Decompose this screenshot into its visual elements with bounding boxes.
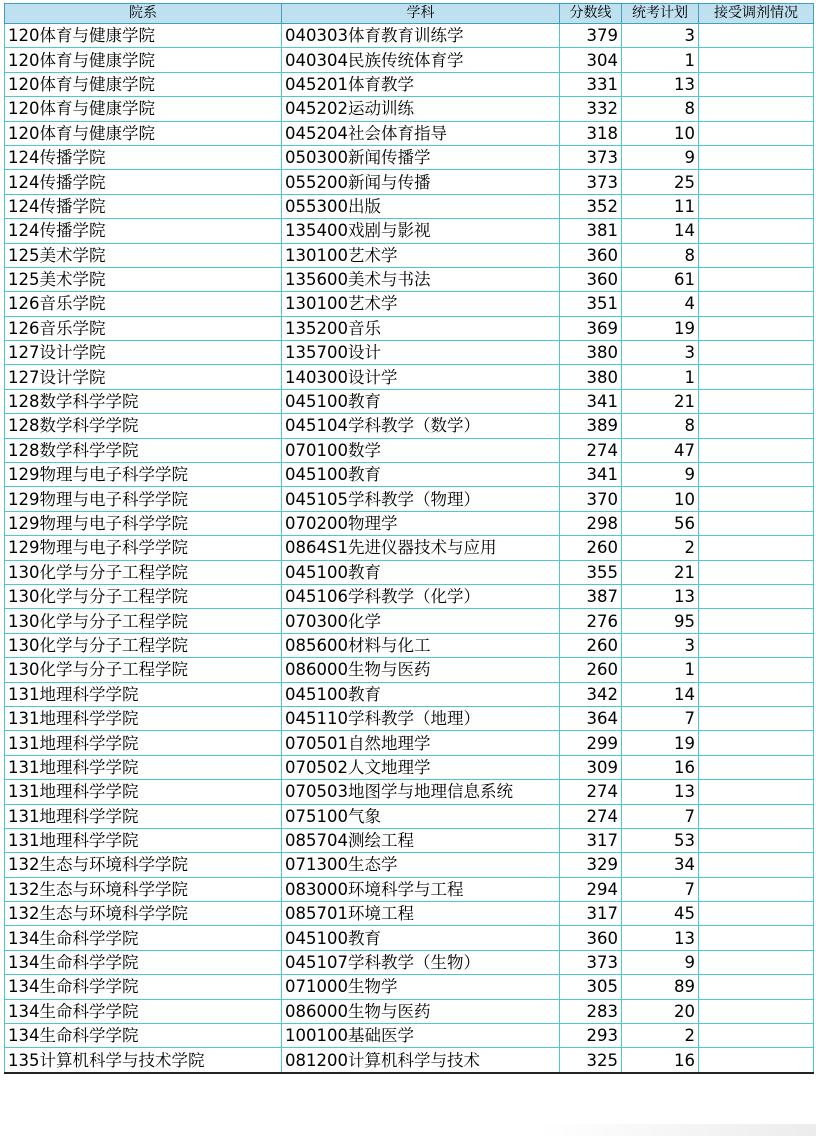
cell-subject: 045110学科教学（地理） xyxy=(282,706,560,730)
cell-subject: 135600美术与书法 xyxy=(282,267,560,291)
cell-department: 126音乐学院 xyxy=(5,316,282,340)
cell-department: 129物理与电子科学学院 xyxy=(5,463,282,487)
table-row xyxy=(5,243,814,267)
cell-plan: 13 xyxy=(622,780,699,804)
table-row xyxy=(5,365,814,389)
cell-subject: 070501自然地理学 xyxy=(282,731,560,755)
cell-plan: 10 xyxy=(622,487,699,511)
cell-score-line: 305 xyxy=(560,975,622,999)
cell-adjustment xyxy=(699,511,814,535)
cell-subject: 050300新闻传播学 xyxy=(282,145,560,169)
cell-subject: 045100教育 xyxy=(282,682,560,706)
cell-adjustment xyxy=(699,438,814,462)
cell-subject: 135400戏剧与影视 xyxy=(282,219,560,243)
cell-subject: 040303体育教育训练学 xyxy=(282,24,560,48)
table-row xyxy=(5,316,814,340)
cell-subject: 045100教育 xyxy=(282,560,560,584)
cell-subject: 045100教育 xyxy=(282,926,560,950)
cell-department: 128数学科学学院 xyxy=(5,438,282,462)
cell-department: 130化学与分子工程学院 xyxy=(5,658,282,682)
cell-adjustment xyxy=(699,219,814,243)
cell-plan: 89 xyxy=(622,975,699,999)
cell-subject: 070502人文地理学 xyxy=(282,755,560,779)
cell-score-line: 389 xyxy=(560,414,622,438)
table-row xyxy=(5,902,814,926)
cell-score-line: 260 xyxy=(560,658,622,682)
cell-subject: 135700设计 xyxy=(282,341,560,365)
cell-department: 124传播学院 xyxy=(5,194,282,218)
cell-adjustment xyxy=(699,877,814,901)
cell-adjustment xyxy=(699,731,814,755)
cell-score-line: 332 xyxy=(560,97,622,121)
cell-adjustment xyxy=(699,414,814,438)
cell-plan: 9 xyxy=(622,463,699,487)
cell-adjustment xyxy=(699,584,814,608)
table-row xyxy=(5,389,814,413)
cell-score-line: 380 xyxy=(560,365,622,389)
cell-adjustment xyxy=(699,536,814,560)
cell-plan: 16 xyxy=(622,755,699,779)
cell-score-line: 329 xyxy=(560,853,622,877)
cell-score-line: 299 xyxy=(560,731,622,755)
cell-department: 129物理与电子科学学院 xyxy=(5,511,282,535)
table-row xyxy=(5,121,814,145)
cell-plan: 95 xyxy=(622,609,699,633)
cell-adjustment xyxy=(699,926,814,950)
cell-subject: 0864S1先进仪器技术与应用 xyxy=(282,536,560,560)
table-row xyxy=(5,755,814,779)
header-plan: 统考计划 xyxy=(622,4,699,24)
cell-subject: 070300化学 xyxy=(282,609,560,633)
cell-department: 134生命科学学院 xyxy=(5,926,282,950)
table-header xyxy=(5,4,814,24)
cell-score-line: 373 xyxy=(560,170,622,194)
table-row xyxy=(5,145,814,169)
cell-department: 124传播学院 xyxy=(5,170,282,194)
table-row xyxy=(5,24,814,48)
cell-plan: 14 xyxy=(622,682,699,706)
cell-plan: 8 xyxy=(622,243,699,267)
cell-score-line: 293 xyxy=(560,1024,622,1048)
table-row xyxy=(5,267,814,291)
cell-plan: 53 xyxy=(622,828,699,852)
cell-plan: 20 xyxy=(622,999,699,1023)
cell-score-line: 351 xyxy=(560,292,622,316)
cell-department: 131地理科学学院 xyxy=(5,828,282,852)
cell-subject: 081200计算机科学与技术 xyxy=(282,1048,560,1073)
table-row xyxy=(5,999,814,1023)
cell-plan: 45 xyxy=(622,902,699,926)
cell-plan: 7 xyxy=(622,706,699,730)
table-row xyxy=(5,48,814,72)
cell-plan: 25 xyxy=(622,170,699,194)
table-row xyxy=(5,463,814,487)
cell-subject: 040304民族传统体育学 xyxy=(282,48,560,72)
cell-plan: 9 xyxy=(622,145,699,169)
cell-subject: 045204社会体育指导 xyxy=(282,121,560,145)
cell-subject: 085704测绘工程 xyxy=(282,828,560,852)
cell-adjustment xyxy=(699,365,814,389)
header-row xyxy=(5,4,814,24)
cell-plan: 13 xyxy=(622,926,699,950)
table-row xyxy=(5,97,814,121)
cell-score-line: 317 xyxy=(560,828,622,852)
cell-department: 130化学与分子工程学院 xyxy=(5,633,282,657)
cell-department: 127设计学院 xyxy=(5,341,282,365)
cell-subject: 045104学科教学（数学） xyxy=(282,414,560,438)
table-row xyxy=(5,975,814,999)
cell-subject: 130100艺术学 xyxy=(282,243,560,267)
table-row xyxy=(5,926,814,950)
cell-adjustment xyxy=(699,267,814,291)
table-row xyxy=(5,877,814,901)
cell-subject: 085600材料与化工 xyxy=(282,633,560,657)
cell-plan: 8 xyxy=(622,414,699,438)
table-row xyxy=(5,609,814,633)
cell-department: 131地理科学学院 xyxy=(5,804,282,828)
cell-department: 126音乐学院 xyxy=(5,292,282,316)
cell-score-line: 380 xyxy=(560,341,622,365)
cell-adjustment xyxy=(699,780,814,804)
cell-adjustment xyxy=(699,1048,814,1073)
cell-score-line: 341 xyxy=(560,463,622,487)
cell-score-line: 274 xyxy=(560,780,622,804)
cell-subject: 070503地图学与地理信息系统 xyxy=(282,780,560,804)
table-row xyxy=(5,194,814,218)
cell-subject: 045106学科教学（化学） xyxy=(282,584,560,608)
cell-plan: 16 xyxy=(622,1048,699,1073)
table-row xyxy=(5,487,814,511)
cell-adjustment xyxy=(699,194,814,218)
table-row xyxy=(5,170,814,194)
cell-score-line: 360 xyxy=(560,267,622,291)
cell-plan: 8 xyxy=(622,97,699,121)
table-row xyxy=(5,438,814,462)
table-row xyxy=(5,658,814,682)
cell-adjustment xyxy=(699,804,814,828)
cell-adjustment xyxy=(699,609,814,633)
table-row xyxy=(5,780,814,804)
cell-department: 127设计学院 xyxy=(5,365,282,389)
table-row xyxy=(5,828,814,852)
header-score-line: 分数线 xyxy=(560,4,622,24)
cell-score-line: 274 xyxy=(560,804,622,828)
cell-adjustment xyxy=(699,853,814,877)
cell-subject: 070100数学 xyxy=(282,438,560,462)
table-row xyxy=(5,584,814,608)
cell-subject: 100100基础医学 xyxy=(282,1024,560,1048)
cell-department: 128数学科学学院 xyxy=(5,414,282,438)
table-row xyxy=(5,682,814,706)
cell-department: 134生命科学学院 xyxy=(5,1024,282,1048)
cell-department: 131地理科学学院 xyxy=(5,682,282,706)
cell-score-line: 317 xyxy=(560,902,622,926)
table-row xyxy=(5,560,814,584)
cell-score-line: 370 xyxy=(560,487,622,511)
cell-score-line: 276 xyxy=(560,609,622,633)
header-subject: 学科 xyxy=(282,4,560,24)
cell-department: 130化学与分子工程学院 xyxy=(5,609,282,633)
cell-department: 132生态与环境科学学院 xyxy=(5,853,282,877)
cell-plan: 21 xyxy=(622,389,699,413)
table-body xyxy=(5,24,814,1073)
cell-subject: 071300生态学 xyxy=(282,853,560,877)
cell-score-line: 341 xyxy=(560,389,622,413)
cell-score-line: 360 xyxy=(560,243,622,267)
table-row xyxy=(5,536,814,560)
cell-department: 131地理科学学院 xyxy=(5,780,282,804)
cell-plan: 10 xyxy=(622,121,699,145)
cell-department: 129物理与电子科学学院 xyxy=(5,487,282,511)
cell-adjustment xyxy=(699,487,814,511)
table-row xyxy=(5,72,814,96)
header-department: 院系 xyxy=(5,4,282,24)
cell-subject: 071000生物学 xyxy=(282,975,560,999)
cell-subject: 045100教育 xyxy=(282,463,560,487)
table-row xyxy=(5,1024,814,1048)
cell-score-line: 283 xyxy=(560,999,622,1023)
cell-plan: 19 xyxy=(622,316,699,340)
cell-score-line: 274 xyxy=(560,438,622,462)
cell-score-line: 379 xyxy=(560,24,622,48)
cell-department: 134生命科学学院 xyxy=(5,950,282,974)
cell-plan: 21 xyxy=(622,560,699,584)
cell-score-line: 381 xyxy=(560,219,622,243)
admission-score-table xyxy=(4,3,814,1074)
cell-score-line: 298 xyxy=(560,511,622,535)
cell-department: 132生态与环境科学学院 xyxy=(5,877,282,901)
cell-department: 132生态与环境科学学院 xyxy=(5,902,282,926)
cell-adjustment xyxy=(699,145,814,169)
cell-department: 120体育与健康学院 xyxy=(5,97,282,121)
cell-plan: 56 xyxy=(622,511,699,535)
table-row xyxy=(5,414,814,438)
cell-adjustment xyxy=(699,682,814,706)
cell-plan: 34 xyxy=(622,853,699,877)
cell-score-line: 352 xyxy=(560,194,622,218)
cell-score-line: 309 xyxy=(560,755,622,779)
cell-department: 131地理科学学院 xyxy=(5,755,282,779)
cell-department: 125美术学院 xyxy=(5,243,282,267)
cell-score-line: 260 xyxy=(560,633,622,657)
cell-score-line: 331 xyxy=(560,72,622,96)
cell-adjustment xyxy=(699,121,814,145)
cell-score-line: 364 xyxy=(560,706,622,730)
cell-department: 120体育与健康学院 xyxy=(5,24,282,48)
cell-plan: 47 xyxy=(622,438,699,462)
table-row xyxy=(5,731,814,755)
cell-department: 134生命科学学院 xyxy=(5,975,282,999)
table-row xyxy=(5,219,814,243)
cell-plan: 9 xyxy=(622,950,699,974)
cell-score-line: 318 xyxy=(560,121,622,145)
table-row xyxy=(5,853,814,877)
cell-score-line: 342 xyxy=(560,682,622,706)
header-adjustment: 接受调剂情况 xyxy=(699,4,814,24)
cell-subject: 135200音乐 xyxy=(282,316,560,340)
cell-plan: 61 xyxy=(622,267,699,291)
cell-plan: 3 xyxy=(622,341,699,365)
cell-department: 131地理科学学院 xyxy=(5,731,282,755)
cell-subject: 045202运动训练 xyxy=(282,97,560,121)
cell-plan: 7 xyxy=(622,804,699,828)
cell-plan: 3 xyxy=(622,633,699,657)
cell-adjustment xyxy=(699,24,814,48)
cell-subject: 075100气象 xyxy=(282,804,560,828)
cell-adjustment xyxy=(699,658,814,682)
cell-plan: 3 xyxy=(622,24,699,48)
cell-adjustment xyxy=(699,48,814,72)
cell-score-line: 325 xyxy=(560,1048,622,1073)
cell-department: 128数学科学学院 xyxy=(5,389,282,413)
cell-department: 120体育与健康学院 xyxy=(5,72,282,96)
cell-plan: 2 xyxy=(622,1024,699,1048)
cell-score-line: 369 xyxy=(560,316,622,340)
cell-plan: 1 xyxy=(622,365,699,389)
cell-adjustment xyxy=(699,706,814,730)
cell-score-line: 373 xyxy=(560,950,622,974)
cell-subject: 086000生物与医药 xyxy=(282,658,560,682)
cell-plan: 1 xyxy=(622,658,699,682)
cell-adjustment xyxy=(699,560,814,584)
cell-department: 124传播学院 xyxy=(5,219,282,243)
cell-score-line: 294 xyxy=(560,877,622,901)
cell-adjustment xyxy=(699,633,814,657)
cell-subject: 070200物理学 xyxy=(282,511,560,535)
cell-score-line: 360 xyxy=(560,926,622,950)
table-row xyxy=(5,511,814,535)
cell-adjustment xyxy=(699,975,814,999)
cell-adjustment xyxy=(699,755,814,779)
cell-adjustment xyxy=(699,950,814,974)
cell-score-line: 355 xyxy=(560,560,622,584)
cell-adjustment xyxy=(699,316,814,340)
cell-plan: 11 xyxy=(622,194,699,218)
table-row xyxy=(5,633,814,657)
cell-subject: 045201体育教学 xyxy=(282,72,560,96)
cell-department: 130化学与分子工程学院 xyxy=(5,560,282,584)
cell-department: 131地理科学学院 xyxy=(5,706,282,730)
cell-adjustment xyxy=(699,999,814,1023)
cell-adjustment xyxy=(699,72,814,96)
cell-adjustment xyxy=(699,292,814,316)
table-row xyxy=(5,706,814,730)
cell-department: 130化学与分子工程学院 xyxy=(5,584,282,608)
cell-adjustment xyxy=(699,243,814,267)
cell-plan: 4 xyxy=(622,292,699,316)
cell-plan: 7 xyxy=(622,877,699,901)
cell-adjustment xyxy=(699,341,814,365)
cell-plan: 14 xyxy=(622,219,699,243)
cell-plan: 13 xyxy=(622,584,699,608)
cell-subject: 045105学科教学（物理） xyxy=(282,487,560,511)
cell-adjustment xyxy=(699,170,814,194)
cell-adjustment xyxy=(699,463,814,487)
table-row xyxy=(5,1048,814,1073)
cell-adjustment xyxy=(699,97,814,121)
table-row xyxy=(5,292,814,316)
table-row xyxy=(5,950,814,974)
cell-plan: 1 xyxy=(622,48,699,72)
cell-adjustment xyxy=(699,389,814,413)
page-edge-shadow xyxy=(540,1124,816,1136)
cell-subject: 055200新闻与传播 xyxy=(282,170,560,194)
cell-department: 134生命科学学院 xyxy=(5,999,282,1023)
cell-subject: 085701环境工程 xyxy=(282,902,560,926)
cell-adjustment xyxy=(699,902,814,926)
cell-subject: 086000生物与医药 xyxy=(282,999,560,1023)
cell-adjustment xyxy=(699,1024,814,1048)
cell-department: 120体育与健康学院 xyxy=(5,121,282,145)
cell-subject: 140300设计学 xyxy=(282,365,560,389)
table-row xyxy=(5,341,814,365)
cell-subject: 055300出版 xyxy=(282,194,560,218)
cell-subject: 045100教育 xyxy=(282,389,560,413)
cell-score-line: 260 xyxy=(560,536,622,560)
cell-subject: 130100艺术学 xyxy=(282,292,560,316)
cell-department: 129物理与电子科学学院 xyxy=(5,536,282,560)
cell-score-line: 304 xyxy=(560,48,622,72)
cell-department: 124传播学院 xyxy=(5,145,282,169)
cell-score-line: 373 xyxy=(560,145,622,169)
cell-plan: 13 xyxy=(622,72,699,96)
cell-department: 125美术学院 xyxy=(5,267,282,291)
cell-subject: 045107学科教学（生物） xyxy=(282,950,560,974)
cell-adjustment xyxy=(699,828,814,852)
cell-department: 135计算机科学与技术学院 xyxy=(5,1048,282,1073)
cell-plan: 2 xyxy=(622,536,699,560)
cell-department: 120体育与健康学院 xyxy=(5,48,282,72)
cell-plan: 19 xyxy=(622,731,699,755)
table-row xyxy=(5,804,814,828)
cell-score-line: 387 xyxy=(560,584,622,608)
cell-subject: 083000环境科学与工程 xyxy=(282,877,560,901)
